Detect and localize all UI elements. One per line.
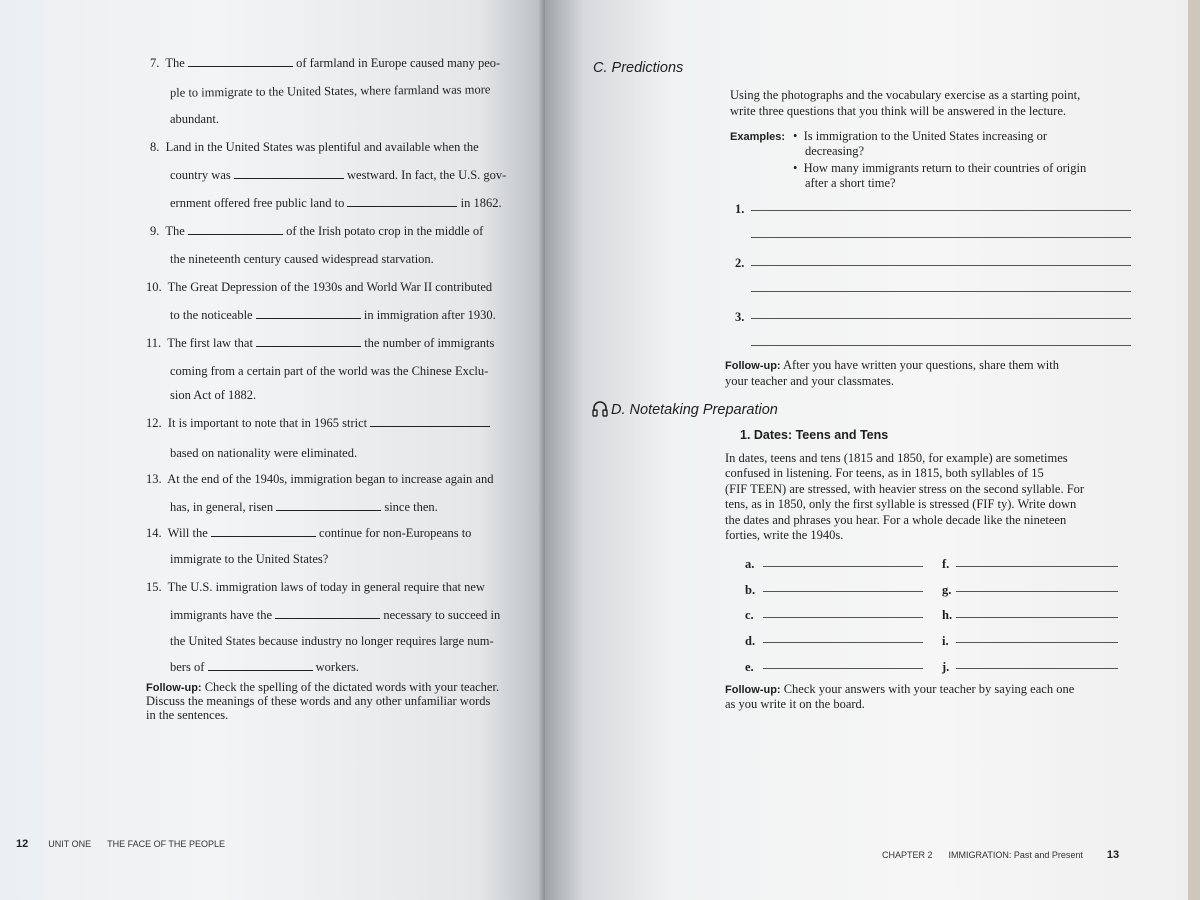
item-11: 11. The first law that the number of immigrants xyxy=(146,336,495,350)
answer-label-f: f. xyxy=(942,557,950,571)
fill-blank[interactable] xyxy=(370,425,490,427)
page-number: 12 xyxy=(16,838,29,850)
headphones-icon xyxy=(592,400,608,423)
item-8-cont-2: ernment offered free public land to in 1862. xyxy=(170,196,502,210)
section-c-intro-1: Using the photographs and the vocabulary exercise as a starting point, xyxy=(730,88,1081,102)
d-para-5: the dates and phrases you hear. For a whole decade like the nineteen xyxy=(725,513,1067,527)
fill-blank[interactable] xyxy=(234,177,344,179)
bullet-icon: • xyxy=(793,161,798,175)
fill-blank[interactable] xyxy=(347,205,457,207)
right-page xyxy=(545,0,1190,900)
section-c-title: C. Predictions xyxy=(593,60,684,76)
followup-left-2: Discuss the meanings of these words and any other unfamiliar words xyxy=(146,694,491,708)
item-11-cont-1: coming from a certain part of the world was the Chinese Exclu- xyxy=(170,364,489,378)
answer-line-a[interactable] xyxy=(763,566,923,567)
left-page xyxy=(0,0,545,900)
fill-blank[interactable] xyxy=(256,345,361,347)
item-7-cont-2: abundant. xyxy=(170,112,219,126)
item-15-cont-3: bers of workers. xyxy=(170,660,360,674)
answer-line-1[interactable] xyxy=(751,210,1131,211)
item-13: 13. At the end of the 1940s, immigration began to increase again and xyxy=(146,472,494,486)
d-para-6: forties, write the 1940s. xyxy=(725,528,844,542)
section-c-intro-2: write three questions that you think will be answered in the lecture. xyxy=(730,104,1067,118)
page-number: 13 xyxy=(1106,849,1120,861)
answer-line-3[interactable] xyxy=(751,318,1131,319)
followup-c-1: Follow-up: After you have written your questions, share them with xyxy=(725,358,1060,372)
answer-label-i: i. xyxy=(942,634,949,648)
followup-left-3: in the sentences. xyxy=(146,708,229,722)
followup-c-2: your teacher and your classmates. xyxy=(725,374,895,388)
item-14-cont: immigrate to the United States? xyxy=(170,552,329,566)
example-1: • Is immigration to the United States increasing or xyxy=(793,129,1047,143)
answer-line-d[interactable] xyxy=(763,642,923,643)
answer-line-2b[interactable] xyxy=(751,291,1131,292)
answer-label-g: g. xyxy=(942,583,952,597)
right-footer: CHAPTER 2 IMMIGRATION: Past and Present 13 xyxy=(882,849,1120,861)
fill-blank[interactable] xyxy=(276,509,381,511)
item-15: 15. The U.S. immigration laws of today in general require that new xyxy=(146,580,485,594)
item-10-cont: to the noticeable in immigration after 1930. xyxy=(170,308,496,322)
item-9-cont: the nineteenth century caused widespread starvation. xyxy=(170,252,434,266)
item-12-cont: based on nationality were eliminated. xyxy=(170,446,358,460)
answer-line-1b[interactable] xyxy=(751,237,1131,238)
answer-line-e[interactable] xyxy=(763,668,923,669)
example-2-cont: after a short time? xyxy=(805,176,896,190)
answer-line-j[interactable] xyxy=(956,668,1118,669)
item-15-cont-2: the United States because industry no longer requires large num- xyxy=(170,634,494,648)
answer-line-f[interactable] xyxy=(956,566,1118,567)
fill-blank[interactable] xyxy=(188,65,293,67)
answer-line-g[interactable] xyxy=(956,591,1118,592)
followup-d-1: Follow-up: Check your answers with your teacher by saying each one xyxy=(725,682,1075,696)
item-14: 14. Will the continue for non-Europeans to xyxy=(146,526,472,540)
fill-blank[interactable] xyxy=(275,617,380,619)
answer-line-c[interactable] xyxy=(763,617,923,618)
answer-label-d: d. xyxy=(745,634,756,648)
followup-d-2: as you write it on the board. xyxy=(725,697,865,711)
item-15-cont-1: immigrants have the necessary to succeed in xyxy=(170,608,501,622)
examples-label: Examples: xyxy=(730,131,786,143)
left-footer: 12 UNIT ONE THE FACE OF THE PEOPLE xyxy=(16,838,225,850)
item-7-cont-1: ple to immigrate to the United States, where farmland was more xyxy=(169,82,491,100)
page-edge xyxy=(1188,0,1200,900)
item-7: 7. The of farmland in Europe caused many peo- xyxy=(150,56,501,70)
question-number-3: 3. xyxy=(735,310,745,324)
example-2: • How many immigrants return to their countries of origin xyxy=(793,161,1087,175)
fill-blank[interactable] xyxy=(211,535,316,537)
item-10: 10. The Great Depression of the 1930s and World War II contributed xyxy=(146,280,493,294)
d-para-3: (FIF TEEN) are stressed, with heavier stress on the second syllable. For xyxy=(725,482,1085,496)
item-13-cont: has, in general, risen since then. xyxy=(170,500,438,514)
fill-blank[interactable] xyxy=(188,233,283,235)
section-d-title: D. Notetaking Preparation xyxy=(611,402,778,418)
answer-label-j: j. xyxy=(942,660,950,674)
question-number-1: 1. xyxy=(735,202,745,216)
example-1-cont: decreasing? xyxy=(805,144,864,158)
answer-label-e: e. xyxy=(745,660,754,674)
d-para-1: In dates, teens and tens (1815 and 1850, for example) are sometimes xyxy=(725,451,1068,465)
item-12: 12. It is important to note that in 1965 strict xyxy=(146,416,490,431)
answer-line-b[interactable] xyxy=(763,591,923,592)
answer-line-3b[interactable] xyxy=(751,345,1131,346)
bullet-icon: • xyxy=(793,129,798,143)
d-para-4: tens, as in 1850, only the first syllable is stressed (FIF ty). Write down xyxy=(725,497,1077,511)
answer-label-b: b. xyxy=(745,583,756,597)
item-9: 9. The of the Irish potato crop in the middle of xyxy=(150,224,484,238)
answer-label-a: a. xyxy=(745,557,755,571)
d-para-2: confused in listening. For teens, as in 1815, both syllables of 15 xyxy=(725,466,1044,480)
fill-blank[interactable] xyxy=(208,669,313,671)
answer-line-h[interactable] xyxy=(956,617,1118,618)
answer-label-c: c. xyxy=(745,608,754,622)
fill-blank[interactable] xyxy=(256,317,361,319)
answer-line-2[interactable] xyxy=(751,265,1131,266)
item-11-cont-2: sion Act of 1882. xyxy=(170,388,257,402)
item-8-cont-1: country was westward. In fact, the U.S. gov- xyxy=(170,168,507,182)
answer-label-h: h. xyxy=(942,608,953,622)
subsection-title: 1. Dates: Teens and Tens xyxy=(740,428,889,442)
followup-left-1: Follow-up: Check the spelling of the dictated words with your teacher. xyxy=(146,680,500,694)
answer-line-i[interactable] xyxy=(956,642,1118,643)
question-number-2: 2. xyxy=(735,256,745,270)
item-8: 8. Land in the United States was plentiful and available when the xyxy=(150,140,479,154)
